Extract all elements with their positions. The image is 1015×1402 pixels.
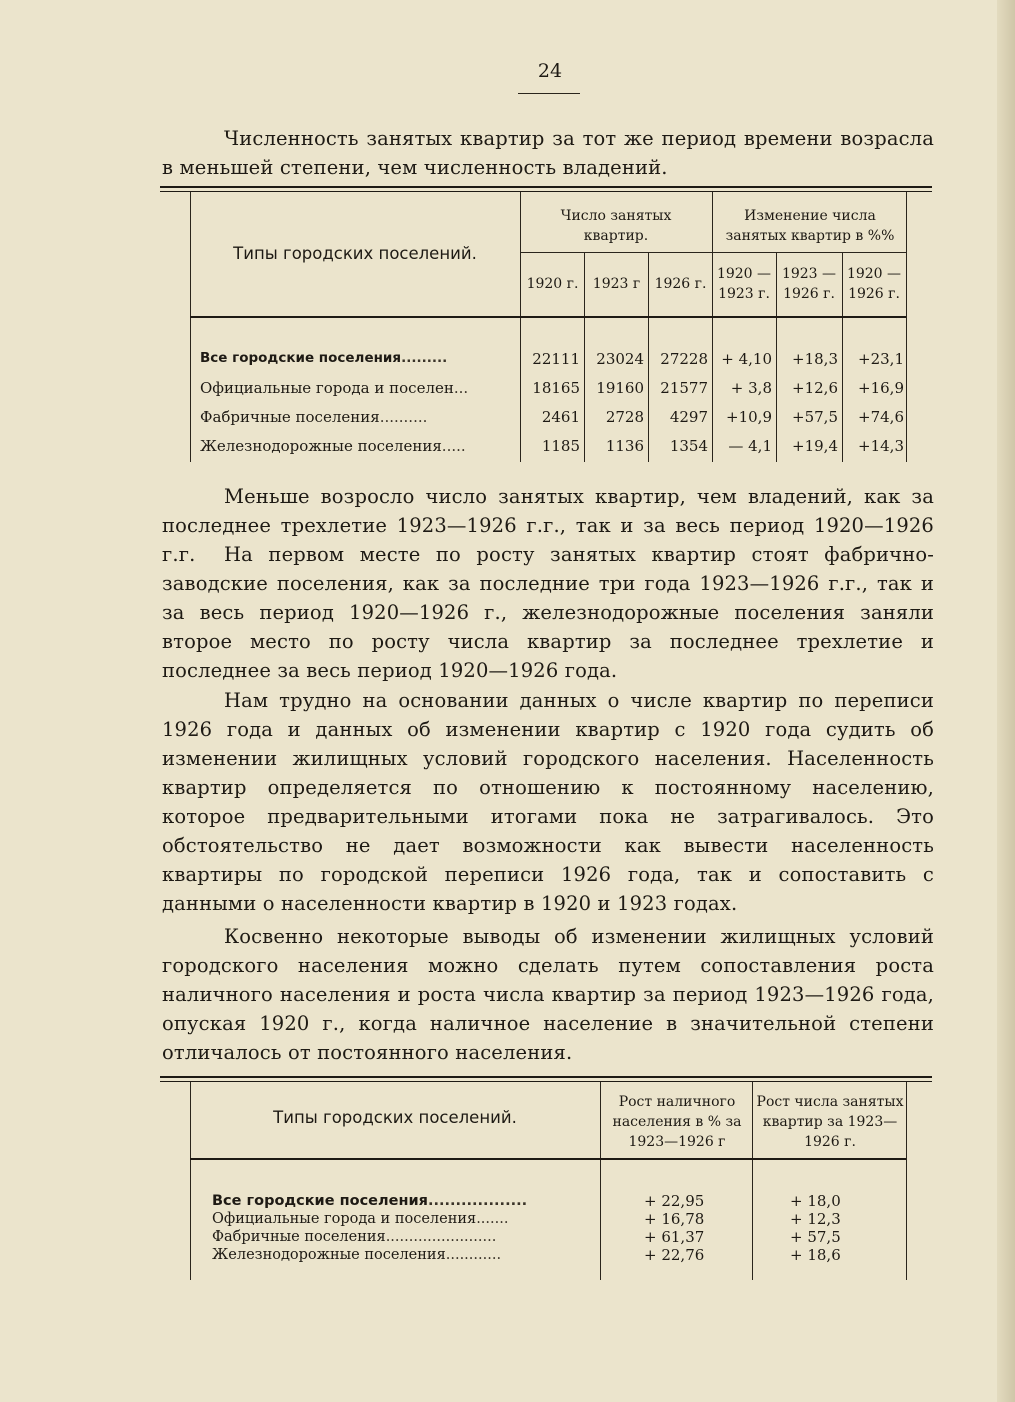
cell-1926: 4297 [669,408,708,426]
table-1-header-type: Типы городских поселений. [233,244,477,263]
table-1-subheader: 1923 — 1926 г. [781,266,837,302]
table-1-subheader: 1923 г [592,276,641,292]
cell-1923: 19160 [596,379,644,397]
leader-dots: ........................ [385,1229,497,1245]
row-label: Железнодорожные поселения [200,437,442,455]
cell-1926: 21577 [660,379,708,397]
cell-change-1920-1923: + 3,8 [730,379,772,397]
table-2-top-rule [160,1076,932,1078]
cell-1920: 2461 [541,408,580,426]
leader-dots: ..... [441,437,466,455]
table-1-subheader: 1926 г. [654,276,707,292]
cell-apartment-growth: + 57,5 [790,1228,841,1246]
cell-change-1920-1923: +10,9 [726,408,772,426]
cell-change-1923-1926: +12,6 [792,379,838,397]
cell-change-1920-1926: +14,3 [858,437,904,455]
leader-dots: .......... [379,408,428,426]
table-1-subheader: 1920 — 1923 г. [716,266,772,302]
cell-change-1920-1926: +74,6 [858,408,904,426]
cell-population-growth: + 22,95 [644,1192,705,1210]
cell-change-1920-1923: + 4,10 [721,350,772,368]
row-label: Официальные города и поселен [200,379,454,397]
cell-1920: 1185 [541,437,580,455]
cell-change-1923-1926: +18,3 [792,350,838,368]
cell-1923: 1136 [605,437,644,455]
cell-1926: 27228 [660,350,708,368]
cell-population-growth: + 16,78 [644,1210,705,1228]
cell-population-growth: + 22,76 [644,1246,705,1264]
page-edge [997,0,1015,1402]
cell-apartment-growth: + 12,3 [790,1210,841,1228]
cell-change-1920-1926: +16,9 [858,379,904,397]
row-label: Все городские поселения [212,1193,428,1209]
table-2-header-rule [190,1158,906,1160]
cell-change-1920-1923: — 4,1 [728,437,772,455]
paragraph-5: Косвенно некоторые выводы об изменении жилищных условий городского населения можно сделать путем сопоставления роста наличного населения и роста числа квартир за период 1923—1926 года, опуская 1920 г., когда наличное население в значительной степени отличалось от постоянного населения. [162,925,934,1064]
cell-1926: 1354 [669,437,708,455]
page-number: 24 [537,60,563,82]
cell-1920: 18165 [532,379,580,397]
leader-dots: ....... [476,1211,509,1227]
leader-dots: ............ [445,1247,502,1263]
cell-apartment-growth: + 18,6 [790,1246,841,1264]
table-1-header-rule [190,316,906,318]
leader-dots: ......... [401,350,448,366]
table-2-header-type: Типы городских поселений. [273,1108,517,1127]
cell-change-1923-1926: +57,5 [792,408,838,426]
table-1-top-rule [160,186,932,188]
row-label: Фабричные поселения [212,1229,386,1245]
leader-dots: .................. [427,1193,528,1209]
cell-1920: 22111 [532,350,580,368]
cell-1923: 2728 [605,408,644,426]
leader-dots: ... [453,379,469,397]
paragraph-3: На первом месте по росту занятых квартир стоят фабрично-заводские поселения, как за последние три года 1923—1926 г.г., так и за весь период 1920—1926 г., железнодорожные поселения заняли второе место по росту числа квартир за последнее трехлетие и последнее за весь период 1920—1926 года. [162,543,934,682]
row-label: Фабричные поселения [200,408,380,426]
paragraph-1: Численность занятых квартир за тот же период времени возрасла в меньшей степени, чем численность владений. [162,127,934,179]
table-1-subheader: 1920 г. [526,276,579,292]
cell-apartment-growth: + 18,0 [790,1192,841,1210]
cell-1923: 23024 [596,350,644,368]
cell-change-1920-1926: +23,1 [858,350,904,368]
cell-change-1923-1926: +19,4 [792,437,838,455]
page-number-underline [518,93,580,94]
table-2-header-apartments: Рост числа занятых квартир за 1923—1926 г. [756,1094,904,1150]
table-1-header-change: Изменение числа занятых квартир в %% [725,208,895,244]
paragraph-4: Нам трудно на основании данных о числе квартир по переписи 1926 года и данных об изменении квартир с 1920 года судить об изменении жилищных условий городского населения. Населенность квартир определяется по отношению к постоянному населению, которое предварительными итогами пока не затрагивалось. Это обстоятельство не дает возможности как вывести населенность квартиры по городской переписи 1926 года, так и сопоставить с данными о населенности квартир в 1920 и 1923 годах. [162,689,934,915]
row-label: Все городские поселения [200,350,402,366]
row-label: Железнодорожные поселения [212,1247,446,1263]
row-label: Официальные города и поселения [212,1211,477,1227]
paragraph-2: Меньше возросло число занятых квартир, чем владений, как за последнее трехлетие 1923—1926 г.г., так и за весь период 1920—1926 г.г. [162,485,934,566]
table-1-subheader: 1920 — 1926 г. [846,266,902,302]
table-2-header-population: Рост наличного населения в % за 1923—1926 г [612,1094,742,1150]
table-1-header-count: Число занятых квартир. [560,208,672,244]
cell-population-growth: + 61,37 [644,1228,705,1246]
